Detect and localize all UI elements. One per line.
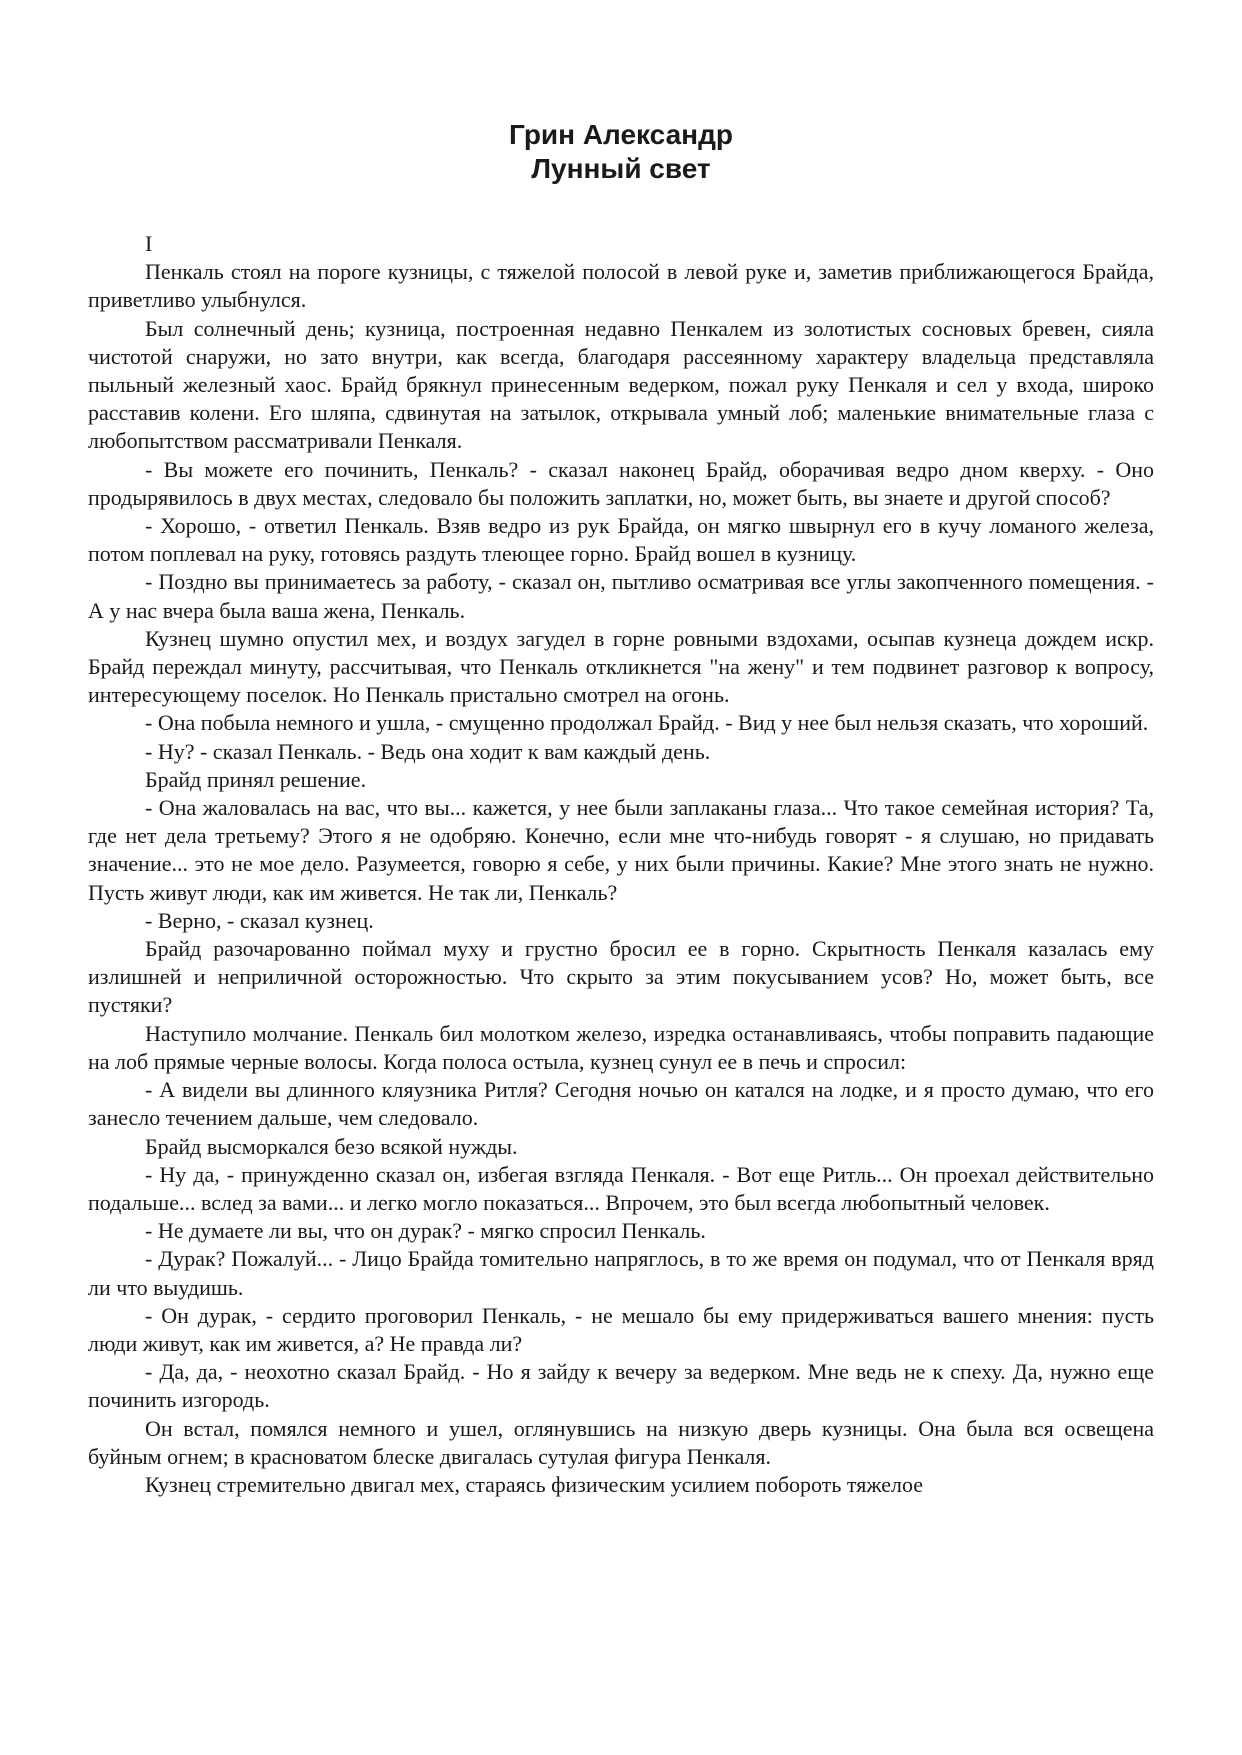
paragraph: - Он дурак, - сердито проговорил Пенкаль, - не мешало бы ему придерживаться вашего мнения: пусть люди живут, как им живется, а? Не правда ли? (88, 1302, 1154, 1356)
paragraph: Он встал, помялся немного и ушел, оглянувшись на низкую дверь кузницы. Она была вся освещена буйным огнем; в красноватом блеске двигалась сутулая фигура Пенкаля. (88, 1415, 1154, 1469)
paragraph: Брайд принял решение. (145, 766, 367, 792)
paragraph: - Верно, - сказал кузнец. (145, 907, 374, 933)
paragraph: - Ну да, - принужденно сказал он, избегая взгляда Пенкаля. - Вот еще Ритль... Он проехал действительно подальше... вслед за вами... и легко могло показаться... Впрочем, это был всегда любопытный человек. (88, 1161, 1154, 1215)
paragraph: - Дурак? Пожалуй... - Лицо Брайда томительно напряглось, в то же время он подумал, что от Пенкаля вряд ли что выудишь. (88, 1246, 1154, 1300)
paragraph: - Вы можете его починить, Пенкаль? - сказал наконец Брайд, оборачивая ведро дном кверху. - Оно продырявилось в двух местах, следовало бы положить заплатки, но, может быть, вы знаете и другой способ? (88, 456, 1154, 510)
body-text (88, 230, 1154, 1499)
paragraph: Брайд разочарованно поймал муху и грустно бросил ее в горно. Скрытность Пенкаля казалась ему излишней и неприличной осторожностью. Что скрыто за этим покусыванием усов? Но, может быть, все пустяки? (88, 936, 1154, 1018)
paragraph: - Не думаете ли вы, что он дурак? - мягко спросил Пенкаль. (145, 1218, 706, 1244)
paragraph: Кузнец шумно опустил мех, и воздух загудел в горне ровными вздохами, осыпав кузнеца дождем искр. Брайд переждал минуту, рассчитывая, что Пенкаль откликнется "на жену" и тем подвинет разговор к вопросу, интересующему поселок. Но Пенкаль пристально смотрел на огонь. (88, 625, 1154, 708)
paragraph: - А видели вы длинного кляузника Ритля? Сегодня ночью он катался на лодке, и я просто думаю, что его занесло течением дальше, чем следовало. (88, 1077, 1154, 1131)
paragraph: Кузнец стремительно двигал мех, стараясь физическим усилием побороть тяжелое (145, 1471, 924, 1497)
paragraph: - Хорошо, - ответил Пенкаль. Взяв ведро из рук Брайда, он мягко швырнул его в кучу ломаного железа, потом поплевал на руку, готовясь раздуть тлеющее горно. Брайд вошел в кузницу. (88, 513, 1154, 567)
paragraph: Был солнечный день; кузница, построенная недавно Пенкалем из золотистых сосновых бревен, сияла чистотой снаружи, но зато внутри, как всегда, благодаря рассеянному характеру владельца представляла пыльный железный хаос. Брайд брякнул принесенным ведерком, пожал руку Пенкаля и сел у входа, широко расставив колени. Его шляпа, сдвинутая на затылок, открывала умный лоб; маленькие внимательные глаза с любопытством рассматривали Пенкаля. (88, 315, 1154, 454)
author-name: Грин Александр (509, 119, 733, 150)
title-block (88, 118, 1154, 186)
paragraph: - Она жаловалась на вас, что вы... кажется, у нее были заплаканы глаза... Что такое семейная история? Та, где нет дела третьему? Этого я не одобряю. Конечно, если мне что-нибудь говорят - я слушаю, но придавать значение... это не мое дело. Разумеется, говорю я себе, у них были причины. Какие? Мне этого знать не нужно. Пусть живут люди, как им живется. Не так ли, Пенкаль? (88, 795, 1154, 905)
paragraph: - Она побыла немного и ушла, - смущенно продолжал Брайд. - Вид у нее был нельзя сказать, что хороший. (145, 710, 1149, 736)
paragraph: Брайд высморкался безо всякой нужды. (145, 1133, 518, 1159)
paragraph: - Поздно вы принимаетесь за работу, - сказал он, пытливо осматривая все углы закопченного помещения. - А у нас вчера была ваша жена, Пенкаль. (88, 569, 1154, 623)
paragraph: Наступило молчание. Пенкаль бил молотком железо, изредка останавливаясь, чтобы поправить падающие на лоб прямые черные волосы. Когда полоса остыла, кузнец сунул ее в печь и спросил: (88, 1020, 1154, 1074)
paragraph: - Ну? - сказал Пенкаль. - Ведь она ходит к вам каждый день. (145, 738, 711, 764)
paragraph: - Да, да, - неохотно сказал Брайд. - Но я зайду к вечеру за ведерком. Мне ведь не к спеху. Да, нужно еще починить изгородь. (88, 1359, 1154, 1413)
paragraph: Пенкаль стоял на пороге кузницы, с тяжелой полосой в левой руке и, заметив приближающегося Брайда, приветливо улыбнулся. (88, 259, 1154, 313)
chapter-number: I (145, 231, 153, 256)
work-title: Лунный свет (531, 153, 711, 184)
